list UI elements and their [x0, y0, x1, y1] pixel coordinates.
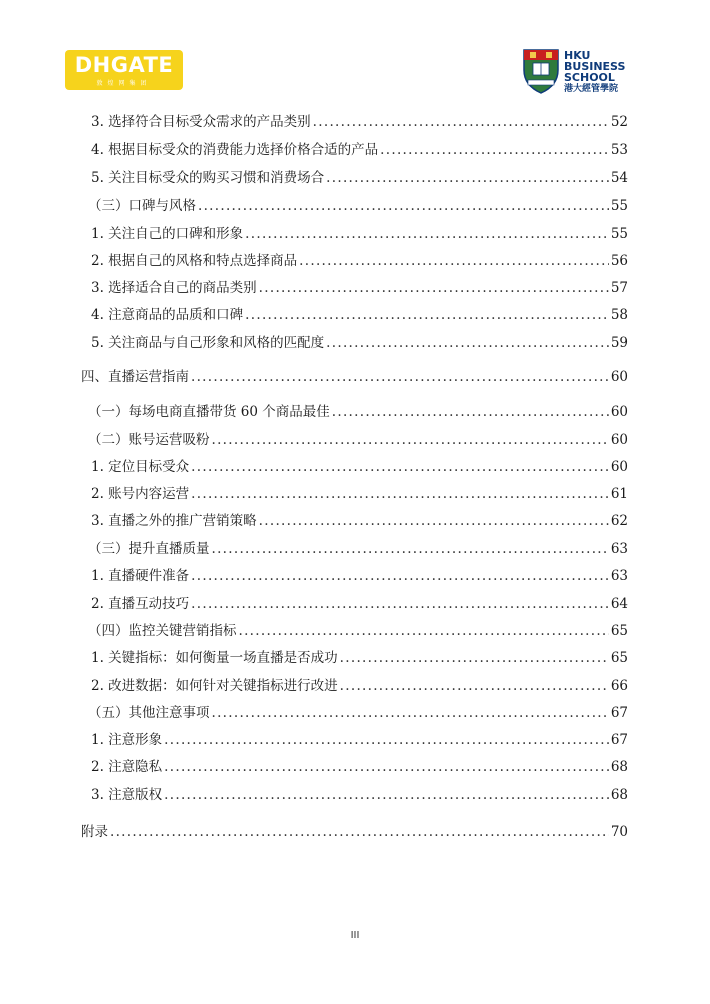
- toc-entry-label: 1. 注意形象: [91, 732, 163, 748]
- toc-entry-page: 67: [610, 705, 628, 721]
- toc-leader-dots: [110, 823, 609, 841]
- toc-entry[interactable]: [88, 704, 628, 722]
- toc-entry[interactable]: [81, 823, 628, 841]
- toc-entry-page: 57: [610, 280, 628, 296]
- toc-entry-page: 60: [610, 404, 628, 420]
- toc-leader-dots: [191, 595, 609, 613]
- toc-entry[interactable]: [88, 197, 628, 215]
- toc-entry-label: （四）监控关键营销指标: [88, 623, 237, 639]
- toc-leader-dots: [191, 458, 609, 476]
- toc-entry-label: 4. 根据目标受众的消费能力选择价格合适的产品: [91, 142, 379, 158]
- toc-leader-dots: [239, 622, 609, 640]
- toc-entry[interactable]: [91, 169, 628, 187]
- toc-entry-page: 53: [610, 142, 628, 158]
- toc-entry-label: 1. 定位目标受众: [91, 459, 190, 475]
- toc-entry[interactable]: [91, 731, 628, 749]
- toc-entry[interactable]: [91, 252, 628, 270]
- toc-entry-label: 1. 直播硬件准备: [91, 568, 190, 584]
- toc-entry-page: 55: [610, 226, 628, 242]
- toc-entry-label: 2. 根据自己的风格和特点选择商品: [91, 253, 298, 269]
- page-number: III: [350, 930, 360, 941]
- toc-entry[interactable]: [91, 595, 628, 613]
- toc-entry[interactable]: [91, 306, 628, 324]
- toc-entry-label: （二）账号运营吸粉: [88, 432, 210, 448]
- toc-entry-label: 5. 关注商品与自己形象和风格的匹配度: [91, 335, 325, 351]
- toc-leader-dots: [191, 485, 609, 503]
- toc-leader-dots: [259, 512, 609, 530]
- hku-logo-line2: BUSINESS: [564, 60, 626, 73]
- hku-logo-line3: SCHOOL: [564, 71, 615, 84]
- toc-entry[interactable]: [88, 622, 628, 640]
- toc-entry-page: 68: [610, 759, 628, 775]
- toc-entry[interactable]: [91, 279, 628, 297]
- toc-entry-page: 61: [610, 486, 628, 502]
- toc-entry[interactable]: [91, 786, 628, 804]
- toc-leader-dots: [191, 567, 609, 585]
- toc-entry-page: 55: [610, 198, 628, 214]
- toc-leader-dots: [191, 368, 609, 386]
- toc-leader-dots: [212, 704, 609, 722]
- toc-entry[interactable]: [91, 758, 628, 776]
- toc-leader-dots: [340, 677, 609, 695]
- toc-entry[interactable]: [91, 677, 628, 695]
- toc-entry-page: 54: [610, 170, 628, 186]
- toc-leader-dots: [332, 403, 609, 421]
- toc-entry-page: 58: [610, 307, 628, 323]
- toc-entry-label: 3. 选择适合自己的商品类别: [91, 280, 257, 296]
- toc-entry-label: 4. 注意商品的品质和口碑: [91, 307, 244, 323]
- toc-entry[interactable]: [91, 512, 628, 530]
- toc-entry[interactable]: [91, 113, 628, 131]
- toc-entry-page: 65: [610, 623, 628, 639]
- toc-entry-page: 60: [610, 432, 628, 448]
- toc-entry[interactable]: [91, 567, 628, 585]
- toc-entry[interactable]: [88, 403, 628, 421]
- toc-leader-dots: [212, 540, 609, 558]
- toc-entry-page: 65: [610, 650, 628, 666]
- toc-entry[interactable]: [88, 431, 628, 449]
- toc-leader-dots: [299, 252, 609, 270]
- toc-entry-label: 2. 直播互动技巧: [91, 596, 190, 612]
- toc-entry-page: 62: [610, 513, 628, 529]
- dhgate-logo-subtitle: 敦煌网集团: [96, 80, 152, 87]
- hku-business-school-logo: [522, 48, 647, 96]
- toc-leader-dots: [164, 731, 609, 749]
- toc-entry[interactable]: [91, 225, 628, 243]
- toc-entry[interactable]: [91, 141, 628, 159]
- toc-entry-label: 3. 注意版权: [91, 787, 163, 803]
- toc-entry-label: 1. 关键指标：如何衡量一场直播是否成功: [91, 650, 338, 666]
- toc-entry-page: 67: [610, 732, 628, 748]
- toc-entry-page: 68: [610, 787, 628, 803]
- dhgate-logo-text: DHGATE: [74, 53, 174, 77]
- toc-leader-dots: [340, 649, 609, 667]
- toc-entry[interactable]: [91, 485, 628, 503]
- toc-entry-label: （五）其他注意事项: [88, 705, 210, 721]
- page-header: [0, 0, 710, 100]
- toc-entry-page: 56: [610, 253, 628, 269]
- toc-entry-label: 2. 改进数据：如何针对关键指标进行改进: [91, 678, 338, 694]
- toc-entry-label: 3. 选择符合目标受众需求的产品类别: [91, 114, 311, 130]
- toc-entry-label: 2. 账号内容运营: [91, 486, 190, 502]
- toc-leader-dots: [245, 225, 609, 243]
- dhgate-logo: [65, 50, 183, 90]
- toc-leader-dots: [259, 279, 609, 297]
- toc-entry-page: 52: [610, 114, 628, 130]
- toc-entry-page: 70: [610, 824, 628, 840]
- toc-entry-label: 3. 直播之外的推广营销策略: [91, 513, 257, 529]
- toc-entry-page: 59: [610, 335, 628, 351]
- toc-entry-label: 1. 关注自己的口碑和形象: [91, 226, 244, 242]
- hku-logo-chinese: 港大經管學院: [564, 84, 619, 94]
- toc-entry-label: （三）提升直播质量: [88, 541, 210, 557]
- hku-crest-icon: [522, 48, 560, 94]
- toc-leader-dots: [212, 431, 609, 449]
- toc-entry[interactable]: [88, 540, 628, 558]
- toc-entry-label: 四、直播运营指南: [81, 369, 189, 385]
- toc-entry-page: 64: [610, 596, 628, 612]
- toc-entry-page: 60: [610, 459, 628, 475]
- toc-leader-dots: [326, 334, 609, 352]
- toc-entry-label: （三）口碑与风格: [88, 198, 196, 214]
- toc-entry-label: 5. 关注目标受众的购买习惯和消费场合: [91, 170, 325, 186]
- toc-entry-label: 2. 注意隐私: [91, 759, 163, 775]
- toc-entry-label: （一）每场电商直播带货 60 个商品最佳: [88, 404, 330, 420]
- toc-leader-dots: [313, 113, 609, 131]
- toc-entry-page: 63: [610, 568, 628, 584]
- toc-leader-dots: [164, 758, 609, 776]
- toc-entry[interactable]: [81, 368, 628, 386]
- toc-leader-dots: [164, 786, 609, 804]
- hku-logo-line1: HKU: [564, 49, 591, 62]
- toc-entry[interactable]: [91, 458, 628, 476]
- toc-leader-dots: [198, 197, 609, 215]
- toc-entry-label: 附录: [81, 824, 108, 840]
- toc-entry[interactable]: [91, 649, 628, 667]
- toc-entry-page: 60: [610, 369, 628, 385]
- toc-entry-page: 63: [610, 541, 628, 557]
- toc-leader-dots: [380, 141, 609, 159]
- toc-leader-dots: [326, 169, 609, 187]
- toc-entry-page: 66: [610, 678, 628, 694]
- toc-entry[interactable]: [91, 334, 628, 352]
- toc-leader-dots: [245, 306, 609, 324]
